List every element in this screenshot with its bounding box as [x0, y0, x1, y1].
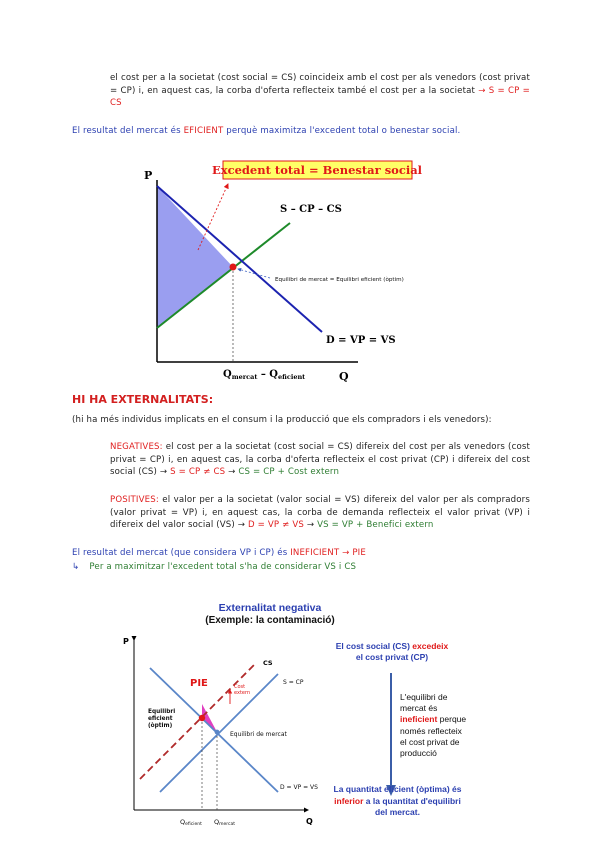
positive-label: POSITIVES: — [110, 495, 159, 505]
supply-label: S – CP – CS — [280, 204, 342, 215]
externalities-heading: HI HA EXTERNALITATS: — [72, 393, 214, 406]
inefficient-equilibrium-note: L'equilibri de mercat és ineficient perque només reflecteix el cost privat de producció — [400, 692, 467, 759]
cost-exceeds-note: El cost social (CS) excedeix el cost privat (CP) — [335, 641, 449, 662]
deadweight-loss-label: PIE — [190, 678, 208, 689]
price-axis-label: P — [144, 169, 153, 182]
efficient-equilibrium-point — [199, 715, 205, 721]
equilibrium-point — [230, 264, 237, 271]
demand-label: D = VP = VS — [326, 335, 396, 346]
quantity-equilibrium-label: $Q_{mercat} - Q_{eficient}$ — [223, 369, 306, 381]
quantity-axis-label: Q — [339, 370, 349, 383]
negative-externalities-paragraph: NEGATIVES: el cost per a la societat (cost social = CS) difereix del cost per als venedors (cost privat = CP) i, en aquest cas, la corba d'oferta reflecteix el cost privat (CP) i difereix del cost social (CS) → S = CP ≠ CS → CS = CP + Cost extern — [110, 442, 530, 478]
supply-label: S = CP — [283, 679, 304, 686]
efficient-quantity-note: La quantitat eficient (òptima) és inferior a la quantitat d'equilibri del mercat. — [333, 784, 462, 817]
positive-externalities-paragraph: POSITIVES: el valor per a la societat (valor social = VS) difereix del valor per als compradors (valor privat = VP) i, en aquest cas, la corba de demanda reflecteix el valor privat (VP) i difereix del valor social (VS) → D = VP ≠ VS → VS = VP + Benefici extern — [110, 495, 530, 531]
efficient-word: EFICIENT — [183, 126, 224, 136]
negative-label: NEGATIVES: — [110, 442, 163, 452]
price-axis-label: P — [123, 637, 129, 646]
external-cost-label: Cost extern — [234, 684, 251, 696]
negative-externality-title: Externalitat negativa (Exemple: la contaminació) — [205, 602, 335, 626]
intro-text: el cost per a la societat (cost social = CS) coincideix amb el cost per als venedors (cost privat = CP) i, en aquest cas, la corba d'oferta reflecteix també el cost per a la societat — [110, 73, 530, 96]
inefficient-result: El resultat del mercat (que considera VP i CP) és INEFICIENT → PIE — [72, 548, 366, 558]
social-cost-label: CS — [263, 659, 273, 667]
inefficient-word: INEFICIENT — [290, 548, 340, 558]
down-arrow-icon — [385, 673, 397, 798]
externalities-subtitle: (hi ha més individus implicats en el consum i la producció que els compradors i els venedors): — [72, 415, 492, 425]
demand-curve — [150, 668, 278, 792]
market-quantity-label: Qmercat — [214, 818, 236, 827]
efficient-quantity-label: Qeficient — [180, 818, 202, 827]
efficient-equilibrium-label: Equilibri eficient (òptim) — [148, 709, 176, 729]
surplus-label: Excedent total = Benestar social — [211, 163, 423, 177]
total-surplus-area — [157, 186, 233, 328]
quantity-axis-label: Q — [306, 817, 313, 826]
efficient-result: El resultat del mercat és EFICIENT perquè maximitza l'excedent total o benestar social. — [72, 126, 461, 136]
demand-label: D = VP = VS — [280, 784, 318, 791]
market-equilibrium-point — [215, 730, 220, 735]
intro-paragraph — [110, 72, 530, 110]
arrow-return-icon: ↳ — [72, 562, 80, 572]
intro-equation: → S = CP = CS — [110, 85, 530, 109]
maximize-note: ↳ Per a maximitzar l'excedent total s'ha de considerar VS i CS — [72, 562, 357, 572]
efficient-market-chart — [130, 150, 490, 385]
equilibrium-note: Equilibri de mercat = Equilibri eficient (òptim) — [275, 277, 404, 283]
equilibrium-pointer-arrow — [238, 269, 270, 278]
negative-externality-chart — [120, 632, 330, 832]
market-equilibrium-label: Equilibri de mercat — [230, 731, 287, 738]
